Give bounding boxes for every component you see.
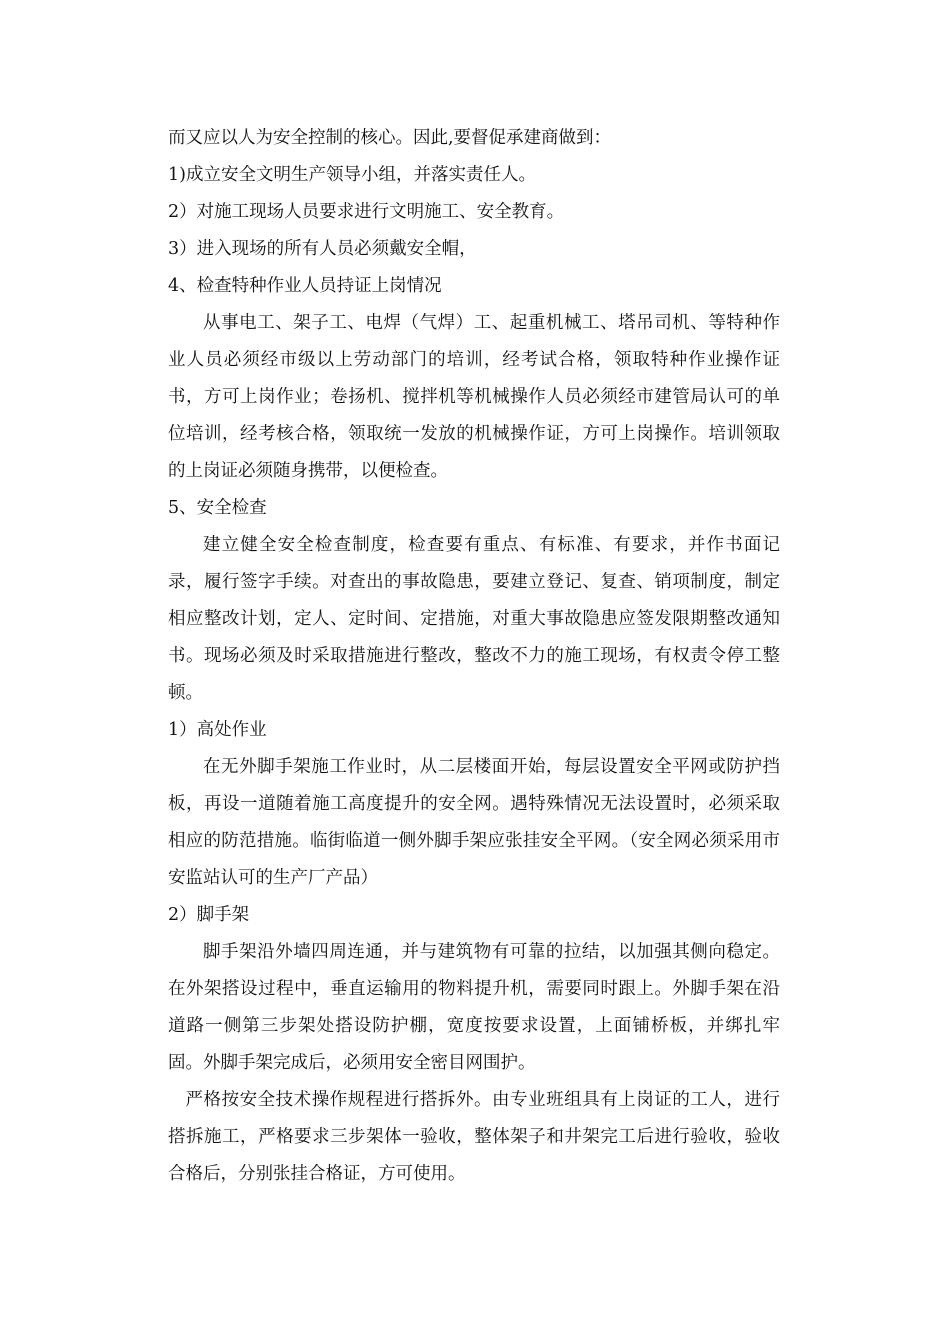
section-heading-5: 5、安全检查: [168, 498, 267, 518]
text-line-intro: 而又应以人为安全控制的核心。因此,要督促承建商做到：: [168, 128, 612, 148]
document-body: [168, 120, 780, 1193]
subsection-heading-scaffold: 2）脚手架: [168, 905, 250, 925]
list-item-2: 2）对施工现场人员要求进行文明施工、安全教育。: [168, 202, 565, 222]
subsection-heading-high-work: 1）高处作业: [168, 720, 267, 740]
section-heading-4: 4、检查特种作业人员持证上岗情况: [168, 276, 442, 296]
list-item-1: 1)成立安全文明生产领导小组，并落实责任人。: [168, 165, 536, 185]
paragraph-safety-inspection: 建立健全安全检查制度，检查要有重点、有标准、有要求，并作书面记录，履行签字手续。对查出的事故隐患，要建立登记、复查、销项制度，制定相应整改计划，定人、定时间、定措施，对重大事故隐患应签发限期整改通知书。现场必须及时采取措施进行整改，整改不力的施工现场，有权责令停工整顿。: [168, 535, 780, 703]
paragraph-high-work: 在无外脚手架施工作业时，从二层楼面开始，每层设置安全平网或防护挡板，再设一道随着施工高度提升的安全网。遇特殊情况无法设置时，必须采取相应的防范措施。临街临道一侧外脚手架应张挂安全平网。（安全网必须采用市安监站认可的生产厂产品）: [168, 757, 780, 888]
paragraph-special-operators: 从事电工、架子工、电焊（气焊）工、起重机械工、塔吊司机、等特种作业人员必须经市级以上劳动部门的培训，经考试合格，领取特种作业操作证书，方可上岗作业；卷扬机、搅拌机等机械操作人员必须经市建管局认可的单位培训，经考核合格，领取统一发放的机械操作证，方可上岗操作。培训领取的上岗证必须随身携带，以便检查。: [168, 313, 780, 481]
paragraph-scaffold: 脚手架沿外墙四周连通，并与建筑物有可靠的拉结，以加强其侧向稳定。在外架搭设过程中，垂直运输用的物料提升机，需要同时跟上。外脚手架在沿道路一侧第三步架处搭设防护棚，宽度按要求设置，上面铺桥板，并绑扎牢固。外脚手架完成后，必须用安全密目网围护。: [168, 942, 780, 1073]
paragraph-scaffold-dismantle: 严格按安全技术操作规程进行搭拆外。由专业班组具有上岗证的工人，进行搭拆施工，严格要求三步架体一验收，整体架子和井架完工后进行验收，验收合格后，分别张挂合格证，方可使用。: [168, 1090, 780, 1184]
list-item-3: 3）进入现场的所有人员必须戴安全帽，: [168, 239, 477, 259]
